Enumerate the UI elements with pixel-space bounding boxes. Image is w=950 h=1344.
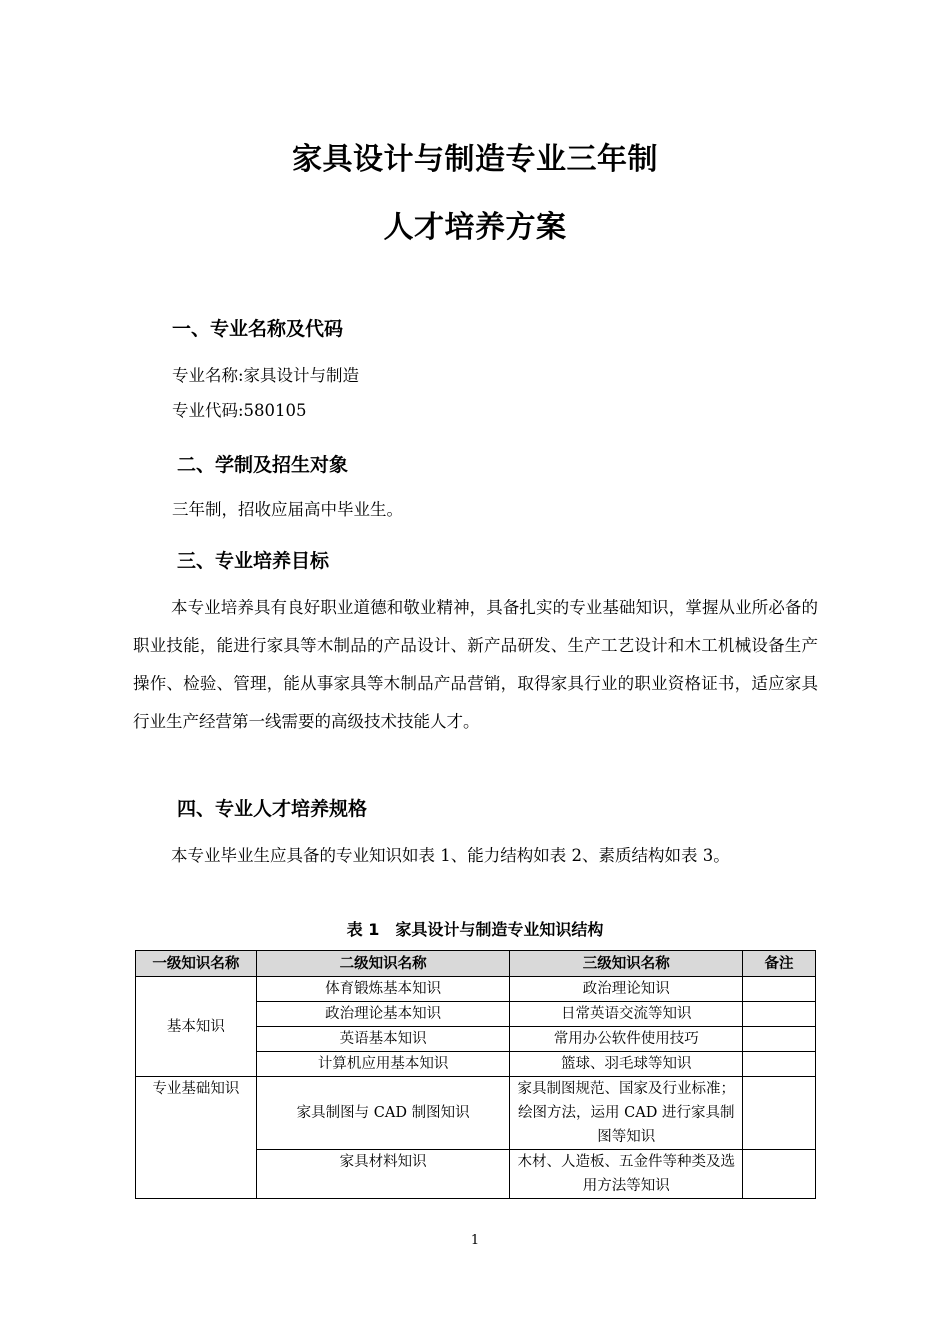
knowledge-structure-table [135, 950, 816, 1199]
level-2-cell: 政治理论基本知识 [256, 1002, 510, 1027]
header-level-2: 二级知识名称 [256, 951, 510, 977]
table-1-caption: 表 1 家具设计与制造专业知识结构 [346, 920, 604, 939]
remarks-cell [743, 1027, 816, 1052]
level-3-cell: 篮球、羽毛球等知识 [510, 1052, 743, 1077]
level-2-cell: 计算机应用基本知识 [256, 1052, 510, 1077]
header-remarks: 备注 [743, 951, 816, 977]
section-4-heading: 四、专业人才培养规格 [177, 798, 368, 820]
remarks-cell [743, 1150, 816, 1199]
section-3-text: 本专业培养具有良好职业道德和敬业精神，具备扎实的专业基础知识，掌握从业所必备的职业技能，能进行家具等木制品的产品设计、新产品研发、生产工艺设计和木工机械设备生产操作、检验、管理，能从事家具等木制品产品营销，取得家具行业的职业资格证书，适应家具行业生产经营第一线需要的高级技术技能人才。 [133, 598, 818, 731]
table-row [136, 1077, 816, 1150]
remarks-cell [743, 1002, 816, 1027]
section-2-heading: 二、学制及招生对象 [177, 454, 349, 476]
remarks-cell [743, 977, 816, 1002]
level-2-cell: 英语基本知识 [256, 1027, 510, 1052]
section-3-heading: 三、专业培养目标 [177, 550, 330, 572]
document-title-line-2: 人才培养方案 [383, 210, 567, 245]
section-2-text: 三年制，招收应届高中毕业生。 [172, 500, 403, 519]
level-2-cell: 家具材料知识 [256, 1150, 510, 1199]
page-number: 1 [470, 1233, 480, 1248]
document-title-line-1: 家具设计与制造专业三年制 [292, 142, 658, 177]
level-3-cell: 政治理论知识 [510, 977, 743, 1002]
level-3-cell: 常用办公软件使用技巧 [510, 1027, 743, 1052]
section-4-text: 本专业毕业生应具备的专业知识如表 1、能力结构如表 2、素质结构如表 3。 [171, 846, 730, 865]
group-name: 基本知识 [136, 977, 257, 1077]
level-3-cell: 日常英语交流等知识 [510, 1002, 743, 1027]
header-level-1: 一级知识名称 [136, 951, 257, 977]
section-1-heading: 一、专业名称及代码 [172, 318, 344, 340]
group-name: 专业基础知识 [136, 1077, 257, 1199]
level-2-cell: 家具制图与 CAD 制图知识 [256, 1077, 510, 1150]
remarks-cell [743, 1052, 816, 1077]
table-header-row [136, 951, 816, 977]
table-row [136, 977, 816, 1002]
level-2-cell: 体育锻炼基本知识 [256, 977, 510, 1002]
header-level-3: 三级知识名称 [510, 951, 743, 977]
major-name: 专业名称:家具设计与制造 [172, 366, 360, 385]
level-3-cell: 家具制图规范、国家及行业标准；绘图方法，运用 CAD 进行家具制图等知识 [510, 1077, 743, 1150]
major-code: 专业代码:580105 [172, 401, 307, 420]
level-3-cell: 木材、人造板、五金件等种类及选用方法等知识 [510, 1150, 743, 1199]
remarks-cell [743, 1077, 816, 1150]
